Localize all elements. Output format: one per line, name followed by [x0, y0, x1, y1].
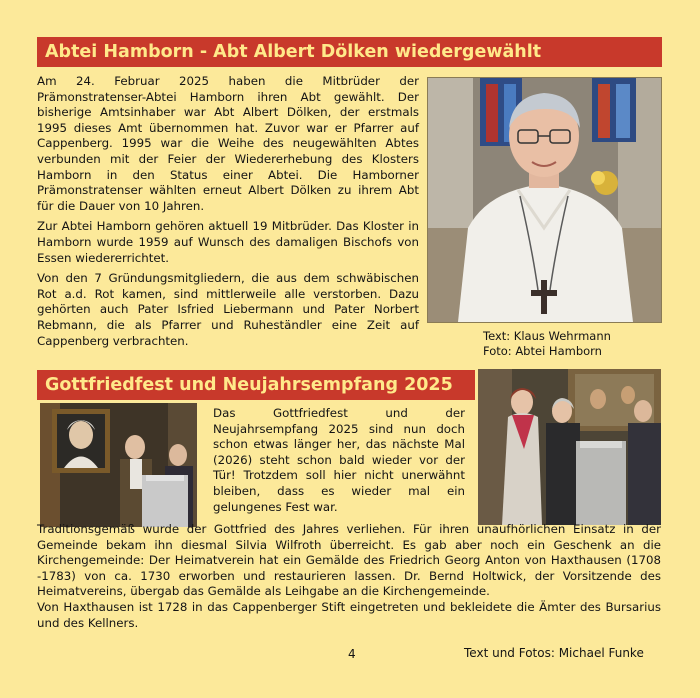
section2-paragraph: Von Haxthausen ist 1728 in das Cappenberger Stift eingetreten und bekleidete die Ämter des Bursarius und des Kellners. [37, 599, 661, 630]
section2-body [37, 522, 661, 631]
painting-handover-image [40, 403, 197, 527]
section2-credit: Text und Fotos: Michael Funke [464, 646, 644, 660]
section1-body [37, 74, 419, 349]
award-photo-image [478, 369, 661, 525]
abbot-photo-image [428, 78, 661, 322]
section1-paragraph: Am 24. Februar 2025 haben die Mitbrüder der Prämonstratenser-Abtei Hamborn ihren Abt gewählt. Der bisherige Amtsinhaber war Abt Albert Dölken, der erstmals 1995 dieses Amt übernommen hat. Zuvor war er Pfarrer auf Cappenberg. 1995 war die Weihe des neugewählten Abtes verbunden mit der Feier der Wiedererhebung des Klosters Hamborn in den Status einer Abtei. Die Hamborner Prämonstratenser wählten erneut Albert Dölken zu ihrem Abt für die Dauer von 10 Jahren. [37, 74, 419, 213]
award-photo [478, 369, 661, 525]
photo-credit: Foto: Abtei Hamborn [483, 344, 602, 358]
page-number: 4 [348, 647, 356, 661]
abbot-photo [427, 77, 662, 323]
section2-intro: Das Gottfriedfest und der Neujahrsempfang 2025 sind nun doch schon etwas länger her, das nächste Mal (2026) steht schon bald wieder vor der Tür! Trotzdem soll hier nicht unerwähnt bleiben, dass es wieder mal ein gelungenes Fest war. [213, 406, 465, 514]
section1-paragraph: Zur Abtei Hamborn gehören aktuell 19 Mitbrüder. Das Kloster in Hamborn wurde 1959 auf Wunsch des damaligen Bischofs von Essen wiedererrichtet. [37, 219, 419, 265]
section2-title: Gottfriedfest und Neujahrsempfang 2025 [37, 370, 475, 400]
section1-credit [483, 329, 611, 359]
section1-paragraph: Von den 7 Gründungsmitgliedern, die aus dem schwäbischen Rot a.d. Rot kamen, sind mittlerweile alle verstorben. Dazu gehörten auch Pater Isfried Liebermann und Pater Norbert Rebmann, die als Pfarrer und Ruheständler eine Zeit auf Cappenberg verbrachten. [37, 271, 419, 348]
text-credit: Text: Klaus Wehrmann [483, 329, 611, 343]
painting-handover-photo [40, 403, 197, 527]
section2-paragraph: Traditionsgemäß wurde der Gottfried des Jahres verliehen. Für ihren unaufhörlichen Einsatz in der Gemeinde bekam ihn diesmal Silvia Wilfroth überreicht. Es gab aber noch ein Geschenk an die Kirchengemeinde: Der Heimatverein hat ein Gemälde des Friedrich Georg Anton von Haxthausen (1708 -1783) von ca. 1730 erworben und restaurieren lassen. Dr. Bernd Holtwick, der Vorsitzende des Heimatvereins, übergab das Gemälde als Leihgabe an die Kirchengemeinde. [37, 522, 661, 599]
section1-title: Abtei Hamborn - Abt Albert Dölken wiedergewählt [37, 37, 662, 67]
